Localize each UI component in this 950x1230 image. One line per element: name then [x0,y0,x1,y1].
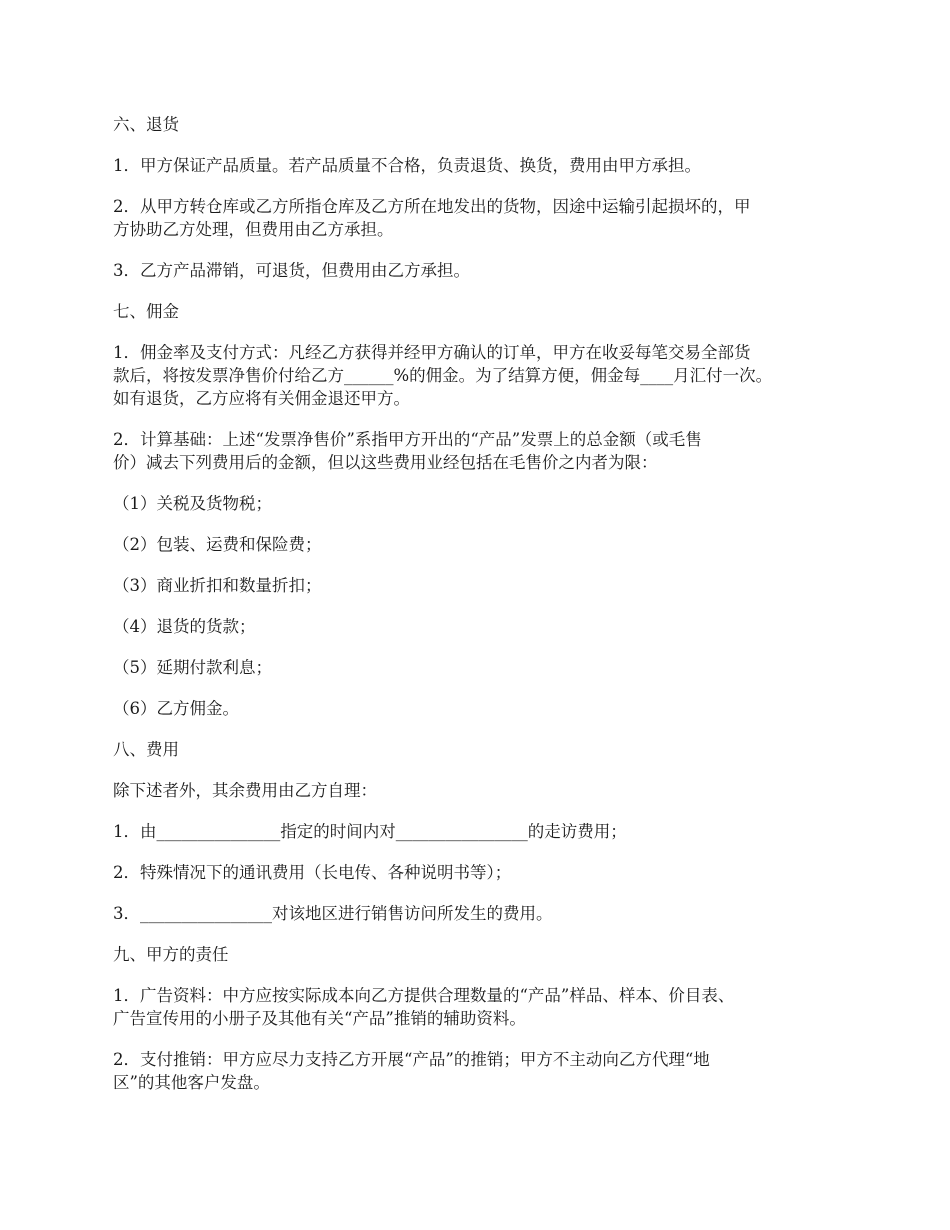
section-9-clause-2 [113,1048,853,1094]
section-8-clause-2: 2．特殊情况下的通讯费用（长电传、各种说明书等）； [113,863,512,882]
section-7-clause-2 [113,428,853,474]
deduction-item-5: （5）延期付款利息； [113,658,272,677]
section-6-clause-2 [113,195,853,241]
section-7-clause-2-line-2: 价）减去下列费用后的金额，但以这些费用业经包括在毛售价之内者为限： [113,453,658,472]
document-page [113,113,853,1112]
section-7-clause-1 [113,341,853,410]
section-6-clause-2-line-2: 方协助乙方处理，但费用由乙方承担。 [113,220,394,239]
section-7-clause-1-line-1: 1．佣金率及支付方式：凡经乙方获得并经甲方确认的订单，甲方在收妥每笔交易全部货 [113,343,751,362]
section-6-clause-3: 3．乙方产品滞销，可退货，但费用由乙方承担。 [113,261,470,280]
deduction-item-3: （3）商业折扣和数量折扣； [113,576,322,595]
section-9-clause-1-line-1: 1．广告资料：中方应按实际成本向乙方提供合理数量的“产品”样品、样本、价目表、 [113,986,735,1005]
deduction-item-2: （2）包装、运费和保险费； [113,535,322,554]
deduction-item-1: （1）关税及货物税； [113,494,272,513]
section-9-clause-1-line-2: 广告宣传用的小册子及其他有关“产品”推销的辅助资料。 [113,1009,526,1028]
section-9-clause-2-line-1: 2．支付推销：甲方应尽力支持乙方开展“产品”的推销；甲方不主动向乙方代理“地 [113,1050,710,1069]
section-6-heading: 六、退货 [113,115,179,134]
section-7-clause-1-line-3: 如有退货，乙方应将有关佣金退还甲方。 [113,389,410,408]
section-8-clause-3: 3．________________对该地区进行销售访问所发生的费用。 [113,904,553,923]
section-9-clause-2-line-2: 区”的其他客户发盘。 [113,1073,270,1092]
section-6-clause-2-line-1: 2．从甲方转仓库或乙方所指仓库及乙方所在地发出的货物，因途中运输引起损坏的，甲 [113,197,751,216]
deduction-item-4: （4）退货的货款； [113,617,256,636]
section-7-clause-2-line-1: 2．计算基础：上述“发票净售价”系指甲方开出的“产品”发票上的总金额（或毛售 [113,430,702,449]
section-8-clause-1: 1．由_______________指定的时间内对________________的走访费用； [113,822,627,841]
section-7-heading: 七、佣金 [113,302,179,321]
section-8-heading: 八、费用 [113,740,179,759]
section-7-clause-1-line-2: 款后，将按发票净售价付给乙方______%的佣金。为了结算方便，佣金每____月汇付一次。 [113,366,773,385]
section-6-clause-1: 1．甲方保证产品质量。若产品质量不合格，负责退货、换货，费用由甲方承担。 [113,156,701,175]
deduction-item-6: （6）乙方佣金。 [113,699,239,718]
section-9-heading: 九、甲方的责任 [113,945,229,964]
section-9-clause-1 [113,984,853,1030]
section-8-intro: 除下述者外，其余费用由乙方自理： [113,781,377,800]
